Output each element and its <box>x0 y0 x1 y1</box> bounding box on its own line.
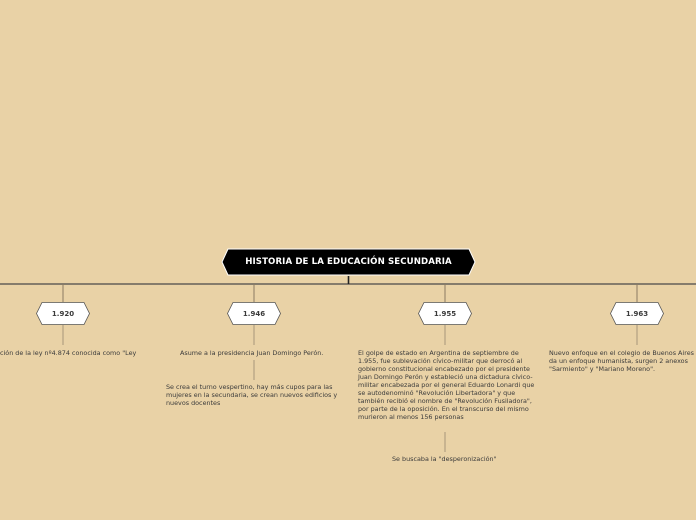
milestone-date: 1.920 <box>51 309 75 318</box>
note-1963[interactable]: Nuevo enfoque en el colegio de Buenos Aires da un enfoque humanista, surgen 2 anexos "Sarmiento" y "Mariano Moreno". <box>549 349 694 373</box>
milestone-node-1963[interactable] <box>610 302 664 325</box>
note-1955-desperonizacion[interactable]: Se buscaba la "desperonización" <box>392 455 497 463</box>
note-1920[interactable]: ción de la ley nº4.874 conocida como "Ley <box>0 349 137 357</box>
note-1946-presidency[interactable]: Asume a la presidencia Juan Domingo Perón. <box>180 349 324 357</box>
central-topic[interactable] <box>221 248 476 276</box>
milestone-node-1920[interactable] <box>36 302 90 325</box>
milestone-date: 1.963 <box>625 309 649 318</box>
milestone-node-1955[interactable] <box>418 302 472 325</box>
central-topic-label: HISTORIA DE LA EDUCACIÓN SECUNDARIA <box>245 257 452 267</box>
milestone-date: 1.955 <box>433 309 457 318</box>
milestone-node-1946[interactable] <box>227 302 281 325</box>
note-1946-reforms[interactable]: Se crea el turno vespertino, hay más cupos para las mujeres en la secundaria, se crean nuevos edificios y nuevos docentes <box>166 383 338 407</box>
milestone-date: 1.946 <box>242 309 266 318</box>
note-1955-coup[interactable]: El golpe de estado en Argentina de septiembre de 1.955, fue sublevación cívico-militar que derrocó al gobierno constitucional encabezado por el presidente Juan Domingo Perón y estableció una dictadura cívico-militar encabezada por el general Eduardo Lonardi que se autodenominó "Revolución Libertadora" y que también recibió el nombre de "Revolución Fusiladora", por parte de la oposición. En el transcurso del mismo murieron al menos 156 personas <box>358 349 535 421</box>
